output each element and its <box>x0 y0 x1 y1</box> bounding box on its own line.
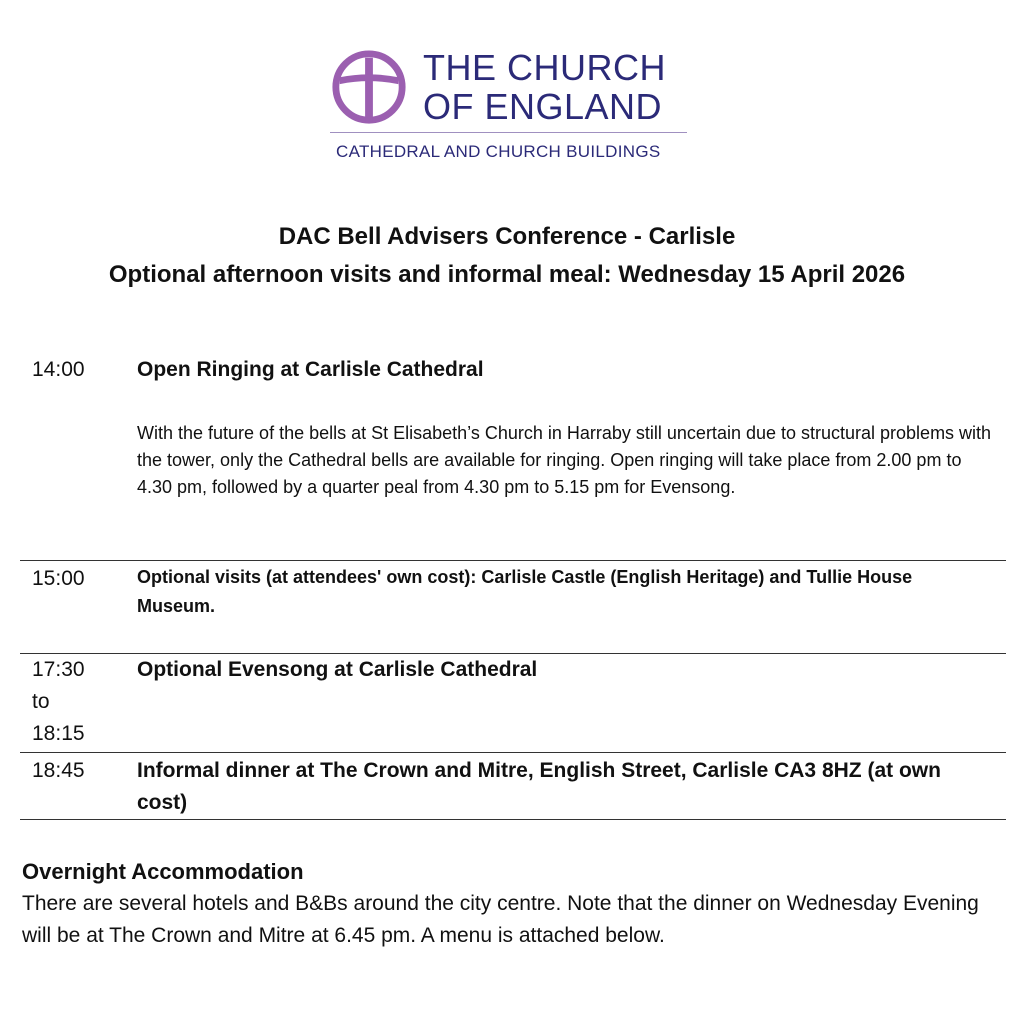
schedule-time: 14:00 <box>32 358 85 381</box>
schedule-row <box>20 560 1006 653</box>
schedule-time: 17:30 to 18:15 <box>32 658 85 745</box>
logo-text-line-1: THE CHURCH <box>423 47 666 88</box>
accommodation-text: There are several hotels and B&Bs around the city centre. Note that the dinner on Wednesday Evening will be at The Crown and Mitre at 6.45 pm. A menu is attached below. <box>22 892 979 947</box>
schedule-row <box>20 752 1006 820</box>
schedule-event: Informal dinner at The Crown and Mitre, English Street, Carlisle CA3 8HZ (at own cost) <box>137 759 941 814</box>
accommodation-section <box>22 856 982 952</box>
accommodation-heading: Overnight Accommodation <box>22 859 304 884</box>
schedule-event: Open Ringing at Carlisle Cathedral <box>137 358 484 381</box>
schedule-row <box>20 348 1006 560</box>
logo-text-line-2: OF ENGLAND <box>423 86 663 127</box>
schedule-time: 15:00 <box>32 567 85 590</box>
schedule-description: With the future of the bells at St Elisabeth’s Church in Harraby still uncertain due to structural problems with the tower, only the Cathedral bells are available for ringing. Open ringing will take place from 2.00 pm to 4.30 pm, followed by a quarter peal from 4.30 pm to 5.15 pm for Evensong. <box>137 423 992 497</box>
schedule-event: Optional visits (at attendees' own cost): Carlisle Castle (English Heritage) and Tullie House Museum. <box>137 567 913 616</box>
logo-subtitle: CATHEDRAL AND CHURCH BUILDINGS <box>336 142 661 161</box>
title-line-1: DAC Bell Advisers Conference - Carlisle <box>278 223 736 250</box>
title-line-2: Optional afternoon visits and informal meal: Wednesday 15 April 2026 <box>108 261 906 288</box>
schedule-event: Optional Evensong at Carlisle Cathedral <box>137 658 538 681</box>
schedule-time: 18:45 <box>32 759 85 782</box>
church-of-england-logo <box>330 44 690 174</box>
cross-in-circle-icon <box>330 48 408 126</box>
document-title <box>0 218 1014 294</box>
schedule-row <box>20 653 1006 752</box>
schedule-table <box>20 348 1006 820</box>
logo-divider <box>330 132 687 133</box>
